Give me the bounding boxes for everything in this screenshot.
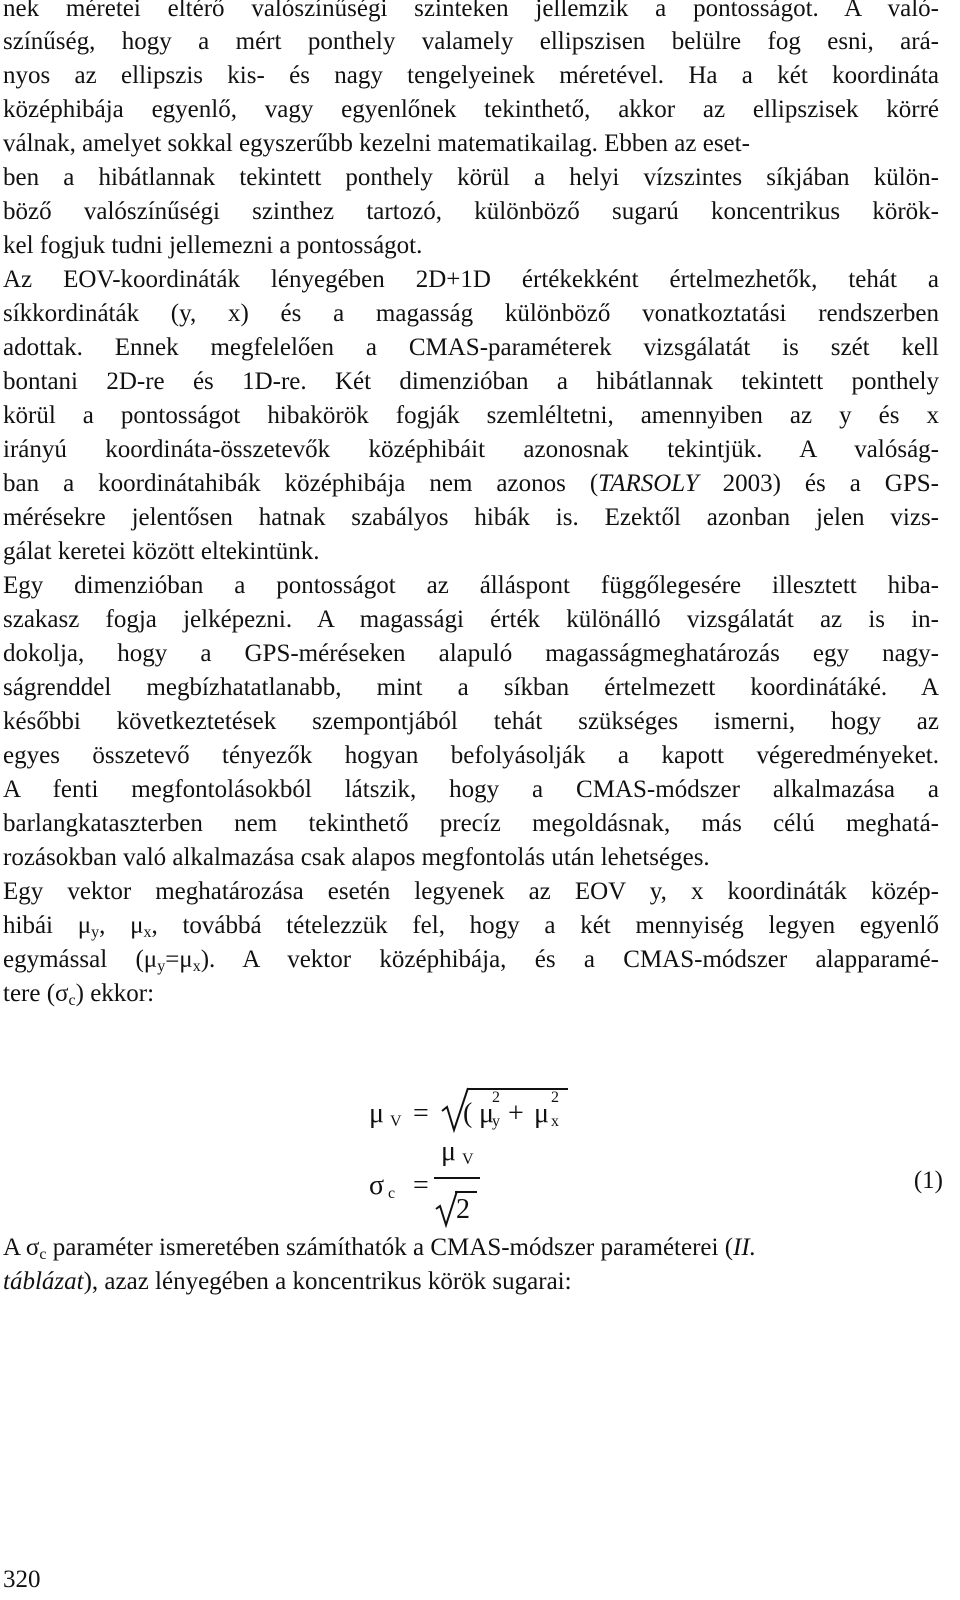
text-line-31-part-2: paraméter ismeretében számíthatók a CMAS-módszer paraméterei ( xyxy=(46,1234,734,1261)
subscript-y-equality: y xyxy=(157,958,166,975)
text-line-23: egyes összetevő tényezők hogyan befolyásolják a kapott végeredményeket. xyxy=(3,742,939,769)
table-reference-word: táblázat xyxy=(3,1268,84,1295)
subscript-c-paragraph: c xyxy=(39,1246,47,1263)
text-line-1: nek méretei eltérő valószínűségi szinteken jellemzik a pontosságot. A való- xyxy=(3,0,939,22)
text-line-28-part-3: , továbbá tételezzük fel, hogy a két mennyiség legyen egyenlő xyxy=(151,912,939,939)
text-line-20: dokolja, hogy a GPS-méréseken alapuló magasságmeghatározás egy nagy- xyxy=(3,640,939,667)
mu-y-symbol: μ xyxy=(479,1098,495,1129)
text-line-31 xyxy=(3,1231,939,1265)
mu-x-subscript: x xyxy=(551,1113,559,1130)
text-line-26: rozásokban való alkalmazása csak alapos megfontolás után lehetséges. xyxy=(3,844,710,871)
text-line-6: ben a hibátlannak tekintett ponthely körül a helyi vízszintes síkjában külön- xyxy=(3,164,939,191)
text-line-30-part-2: ) ekkor: xyxy=(75,980,155,1007)
text-line-30 xyxy=(3,977,939,1011)
mu-y-power: 2 xyxy=(492,1089,500,1106)
open-parenthesis: ( xyxy=(463,1098,473,1129)
mu-v-subscript: V xyxy=(390,1113,402,1130)
plus-sign: + xyxy=(508,1098,524,1129)
text-line-17: gálat keretei között eltekintünk. xyxy=(3,538,320,565)
text-line-29-part-2: =μ xyxy=(165,946,193,973)
text-line-22: későbbi következtetések szempontjából tehát szükséges ismerni, hogy az xyxy=(3,708,939,735)
text-line-15-part-1: ban a koordinátahibák középhibája nem azonos ( xyxy=(3,470,599,497)
table-reference-roman: II. xyxy=(733,1234,756,1261)
text-line-11: adottak. Ennek megfelelően a CMAS-paraméterek vizsgálatát is szét kell xyxy=(3,334,939,361)
text-line-24: A fenti megfontolásokból látszik, hogy a CMAS-módszer alkalmazása a xyxy=(3,776,939,803)
equals-sign-1: = xyxy=(413,1098,429,1129)
sqrt-overline-2 xyxy=(455,1191,477,1193)
text-line-30-part-1: tere (σ xyxy=(3,980,69,1007)
text-line-15 xyxy=(3,467,939,501)
mu-x-power: 2 xyxy=(551,1089,559,1106)
text-line-32 xyxy=(3,1265,939,1299)
text-line-5: válnak, amelyet sokkal egyszerűbb kezelni matematikailag. Ebben az eset- xyxy=(3,130,750,157)
page-number: 320 xyxy=(3,1566,41,1593)
text-line-32-part-2: ), azaz lényegében a koncentrikus körök sugarai: xyxy=(83,1268,572,1295)
equation-number: (1) xyxy=(913,1167,943,1194)
text-line-19: szakasz fogja jelképezni. A magassági érték különálló vizsgálatát az is in- xyxy=(3,606,939,633)
text-line-2: színűség, hogy a mért ponthely valamely ellipszisen belülre fog esni, ará- xyxy=(3,28,939,55)
text-line-28 xyxy=(3,909,939,943)
text-line-3: nyos az ellipszis kis- és nagy tengelyeinek méretével. Ha a két koordináta xyxy=(3,62,939,89)
text-line-31-part-1: A σ xyxy=(3,1234,40,1261)
text-line-4: középhibája egyenlő, vagy egyenlőnek tekinthető, akkor az ellipszisek körré xyxy=(3,96,939,123)
fraction-numerator-subscript: V xyxy=(462,1151,474,1168)
fraction-denominator: 2 xyxy=(456,1194,470,1225)
author-name: TARSOLY xyxy=(598,470,699,497)
text-line-10: síkkordináták (y, x) és a magasság különböző vonatkoztatási rendszerben xyxy=(3,300,939,327)
text-line-15-part-2: 2003) és a GPS- xyxy=(698,470,939,497)
text-line-28-part-2: , μ xyxy=(99,912,144,939)
subscript-c: c xyxy=(68,992,76,1009)
sqrt-symbol-2 xyxy=(434,1190,458,1228)
subscript-y: y xyxy=(91,924,100,941)
fraction-numerator-mu: μ xyxy=(441,1136,457,1167)
text-line-12: bontani 2D-re és 1D-re. Két dimenzióban a hibátlannak tekintett ponthely xyxy=(3,368,939,395)
text-line-27: Egy vektor meghatározása esetén legyenek az EOV y, x koordináták közép- xyxy=(3,878,939,905)
sigma-c-subscript: c xyxy=(388,1185,396,1202)
mu-y-subscript: y xyxy=(492,1113,500,1130)
text-line-29-part-1: egymással (μ xyxy=(3,946,158,973)
text-line-29-part-3: ). A vektor középhibája, és a CMAS-módszer alapparamé- xyxy=(200,946,939,973)
subscript-x-equality: x xyxy=(192,958,201,975)
mu-v-symbol: μ xyxy=(369,1098,385,1129)
text-line-25: barlangkataszterben nem tekinthető precíz megoldásnak, más célú meghatá- xyxy=(3,810,939,837)
mu-x-symbol: μ xyxy=(534,1098,550,1129)
fraction-bar xyxy=(434,1177,480,1179)
subscript-x: x xyxy=(143,924,152,941)
text-line-14: irányú koordináta-összetevők középhibáit azonosnak tekintjük. A valóság- xyxy=(3,436,939,463)
text-line-9: Az EOV-koordináták lényegében 2D+1D értékekként értelmezhetők, tehát a xyxy=(3,266,939,293)
sigma-c-symbol: σ xyxy=(369,1170,385,1201)
text-line-8: kel fogjuk tudni jellemezni a pontosságot. xyxy=(3,232,423,259)
text-line-21: ságrenddel megbízhatatlanabb, mint a síkban értelmezett koordinátáké. A xyxy=(3,674,939,701)
text-line-13: körül a pontosságot hibakörök fogják szemléltetni, amennyiben az y és x xyxy=(3,402,939,429)
equals-sign-2: = xyxy=(413,1170,429,1201)
text-line-16: mérésekre jelentősen hatnak szabályos hibák is. Ezektől azonban jelen vizs- xyxy=(3,504,939,531)
text-line-29 xyxy=(3,943,939,977)
text-line-18: Egy dimenzióban a pontosságot az álláspont függőlegesére illesztett hiba- xyxy=(3,572,939,599)
text-line-28-part-1: hibái μ xyxy=(3,912,92,939)
text-line-7: böző valószínűségi szinthez tartozó, különböző sugarú koncentrikus körök- xyxy=(3,198,939,225)
